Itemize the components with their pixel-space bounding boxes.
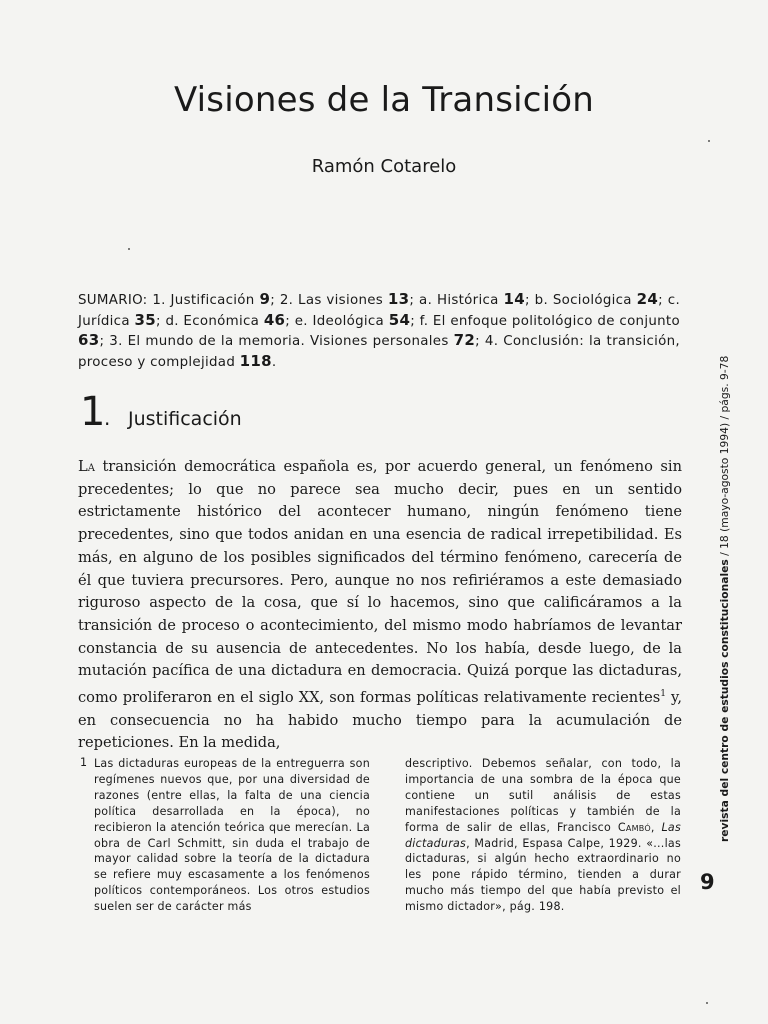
- journal-issue: / 18 (mayo-agosto 1994) / págs. 9-78: [718, 355, 731, 560]
- summary-page: 72: [453, 331, 476, 349]
- summary-end: .: [271, 354, 277, 370]
- summary-label: SUMARIO:: [78, 293, 148, 308]
- scan-speck: [706, 1002, 708, 1004]
- summary-page: 35: [134, 310, 156, 329]
- summary-item: ; 4. Conclusión: la transición, proceso y complejidad: [78, 334, 680, 370]
- summary-item: ; 2. Las visiones: [270, 293, 388, 308]
- summary-page: 118: [239, 351, 272, 370]
- body-paragraph: [78, 456, 682, 755]
- summary-item: ; e. Ideológica: [285, 313, 389, 329]
- body-text: transición democrática española es, por acuerdo general, un fenómeno sin precedentes; lo que no parece sea mucho decir, pues en un sentido estrictamente histórico del acontecer humano, ningún fenómeno tiene precedentes, sino que todos anidan en una esencia de radical irrepetibilidad. Es más, en alguno de los posibles significados del término fenómeno, carecería de él que tuviera precursores. Pero, aunque no nos refiriéramos a este demasiado riguroso aspecto de la cosa, que sí lo hacemos, sino que calificáramos a la transición de proceso o acontecimiento, del mismo modo habríamos de levantar constancia de su ausencia de antecedentes. No los había, desde luego, de la mutación pacífica de una dictadura en democracia. Quizá porque las dictaduras, como proliferaron en el siglo XX, son formas políticas relativamente recientes: [78, 458, 682, 706]
- summary-page: 13: [387, 290, 410, 308]
- body-text: y, en consecuencia no ha habido mucho tiempo para la acumulación de repeticiones. En la medida,: [78, 688, 682, 752]
- scan-speck: [128, 248, 130, 250]
- footnote-number: 1: [80, 756, 88, 769]
- scan-speck: [708, 140, 710, 142]
- summary-item: 1. Justificación: [147, 293, 260, 308]
- page-number: 9: [700, 870, 715, 894]
- summary-item: ; f. El enfoque politológico de conjunto: [410, 313, 680, 329]
- footnote-right-column: [405, 756, 681, 915]
- summary-item: ; 3. El mundo de la memoria. Visiones personales: [99, 334, 454, 349]
- article-author: Ramón Cotarelo: [311, 156, 457, 177]
- body-lead: La: [78, 458, 95, 475]
- footnote-text: ,: [650, 820, 662, 834]
- summary-item: ; d. Económica: [155, 313, 264, 329]
- footnote-text: descriptivo. Debemos señalar, con todo, la importancia de una sombra de la época que contiene un sutil análisis de estas manifestaciones políticas y también de la forma de salir de ellas, Francisco: [405, 757, 681, 834]
- summary-page: 14: [503, 290, 525, 308]
- journal-name: revista del centro de estudios constitucionales: [718, 559, 731, 842]
- summary-page: 54: [388, 310, 411, 329]
- footnote-book-title: Las dictaduras: [405, 820, 681, 850]
- section-number: 1: [80, 389, 106, 435]
- footnote-reference: 1: [660, 689, 666, 700]
- summary-page: 9: [259, 290, 271, 308]
- summary: [78, 290, 680, 372]
- section-dot: .: [104, 406, 111, 430]
- section-title: Justificación: [128, 408, 242, 430]
- summary-page: 24: [636, 290, 659, 308]
- summary-item: ; a. Histórica: [409, 293, 504, 308]
- article-title: Visiones de la Transición: [173, 80, 595, 120]
- summary-page: 46: [263, 310, 286, 329]
- footnote-left-column: Las dictaduras europeas de la entreguerra son regímenes nuevos que, por una diversidad de razones (entre ellas, la falta de una ciencia política desarrollada en la época), no recibieron la atención teórica que merecían. La obra de Carl Schmitt, sin duda el trabajo de mayor calidad sobre la teoría de la dictadura se refiere muy escasamente a los fenómenos políticos contemporáneos. Los otros estudios suelen ser de carácter más: [94, 757, 370, 914]
- footnote-author: Cambó: [617, 820, 651, 834]
- footnote-text: , Madrid, Espasa Calpe, 1929. «...las dictaduras, si algún hecho extraordinario no les pone rápido término, tienden a durar mucho más tiempo del que había previsto el mismo dictador», pág. 198.: [405, 836, 681, 914]
- journal-sidebar: [712, 355, 738, 842]
- summary-page: 63: [78, 331, 100, 349]
- summary-item: ; c. Jurídica: [78, 293, 681, 329]
- summary-item: ; b. Sociológica: [525, 293, 637, 308]
